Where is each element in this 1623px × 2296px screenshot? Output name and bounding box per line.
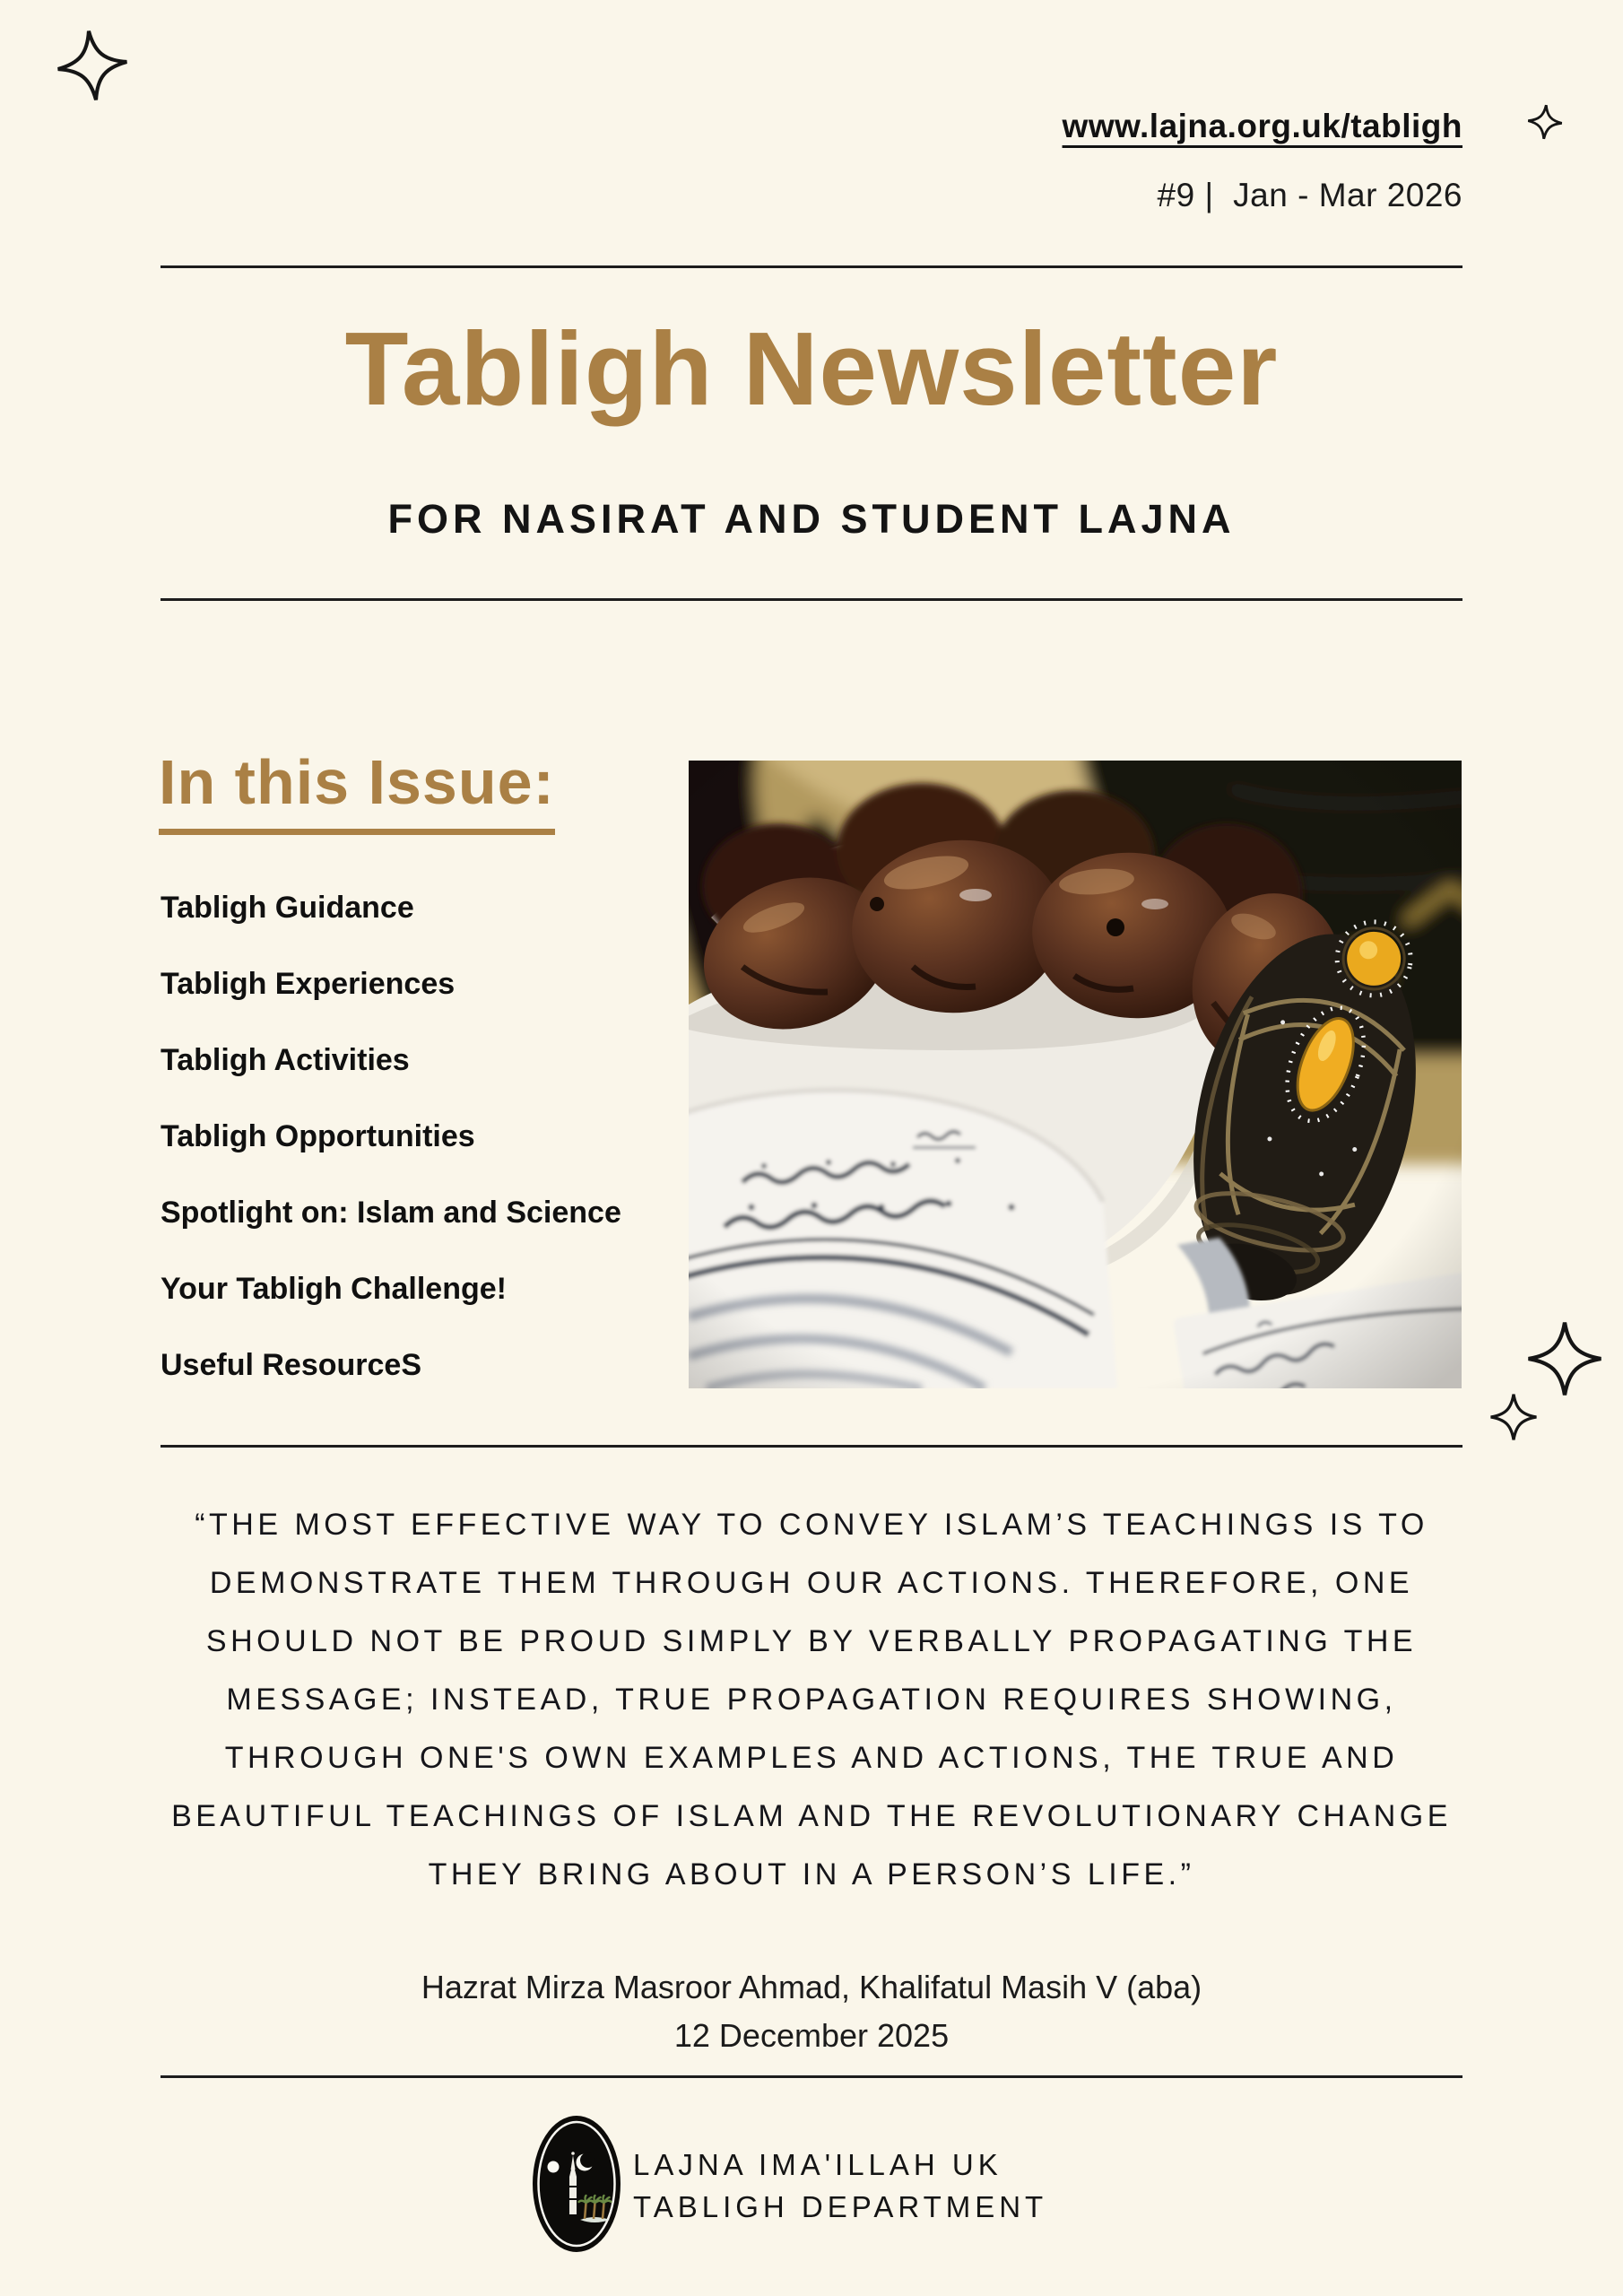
footer-dept-name: TABLIGH DEPARTMENT	[633, 2190, 1048, 2223]
toc-item: Tabligh Guidance	[161, 891, 414, 925]
sparkle-icon	[52, 24, 133, 107]
footer-org-name: LAJNA IMA'ILLAH UK	[633, 2148, 1002, 2181]
toc-item: Tabligh Activities	[161, 1043, 410, 1077]
sparkle-icon	[1526, 1320, 1603, 1397]
footer-text-block	[633, 2144, 1047, 2228]
divider	[161, 598, 1462, 601]
org-logo-icon	[531, 2114, 622, 2254]
quote-attribution: Hazrat Mirza Masroor Ahmad, Khalifatul Masih V (aba)	[421, 1969, 1202, 2005]
sparkle-icon	[1489, 1393, 1538, 1441]
cover-photo	[689, 761, 1462, 1388]
divider	[161, 1445, 1462, 1448]
toc-list	[161, 892, 621, 1426]
issue-number: #9 | Jan - Mar 2026	[1157, 177, 1462, 213]
toc-item: Useful ResourceS	[161, 1348, 421, 1382]
toc-item: Your Tabligh Challenge!	[161, 1272, 507, 1306]
toc-item: Spotlight on: Islam and Science	[161, 1196, 621, 1230]
divider	[161, 2075, 1462, 2078]
sparkle-icon	[1525, 100, 1564, 144]
toc-item: Tabligh Opportunities	[161, 1119, 475, 1153]
divider	[161, 265, 1462, 268]
toc-item: Tabligh Experiences	[161, 967, 456, 1001]
quote-text: “THE MOST EFFECTIVE WAY TO CONVEY ISLAM’S TEACHINGS IS TO DEMONSTRATE THEM THROUGH OUR ACTIONS. THEREFORE, ONE SHOULD NOT BE PROUD SIMPLY BY VERBALLY PROPAGATING THE MESSAGE; INSTEAD, TRUE PROPAGATION REQUIRES SHOWING, THROUGH ONE'S OWN EXAMPLES AND ACTIONS, THE TRUE AND BEAUTIFUL TEACHINGS OF ISLAM AND THE REVOLUTIONARY CHANGE THEY BRING ABOUT IN A PERSON’S LIFE.”	[171, 1508, 1452, 1892]
quote-date: 12 December 2025	[673, 2017, 950, 2054]
newsletter-subtitle: FOR NASIRAT AND STUDENT LAJNA	[387, 496, 1236, 542]
newsletter-title: Tabligh Newsletter	[344, 310, 1279, 427]
quote-attribution-block	[0, 1963, 1623, 2060]
toc-heading: In this Issue:	[159, 746, 555, 835]
website-link[interactable]: www.lajna.org.uk/tabligh	[1062, 108, 1462, 144]
